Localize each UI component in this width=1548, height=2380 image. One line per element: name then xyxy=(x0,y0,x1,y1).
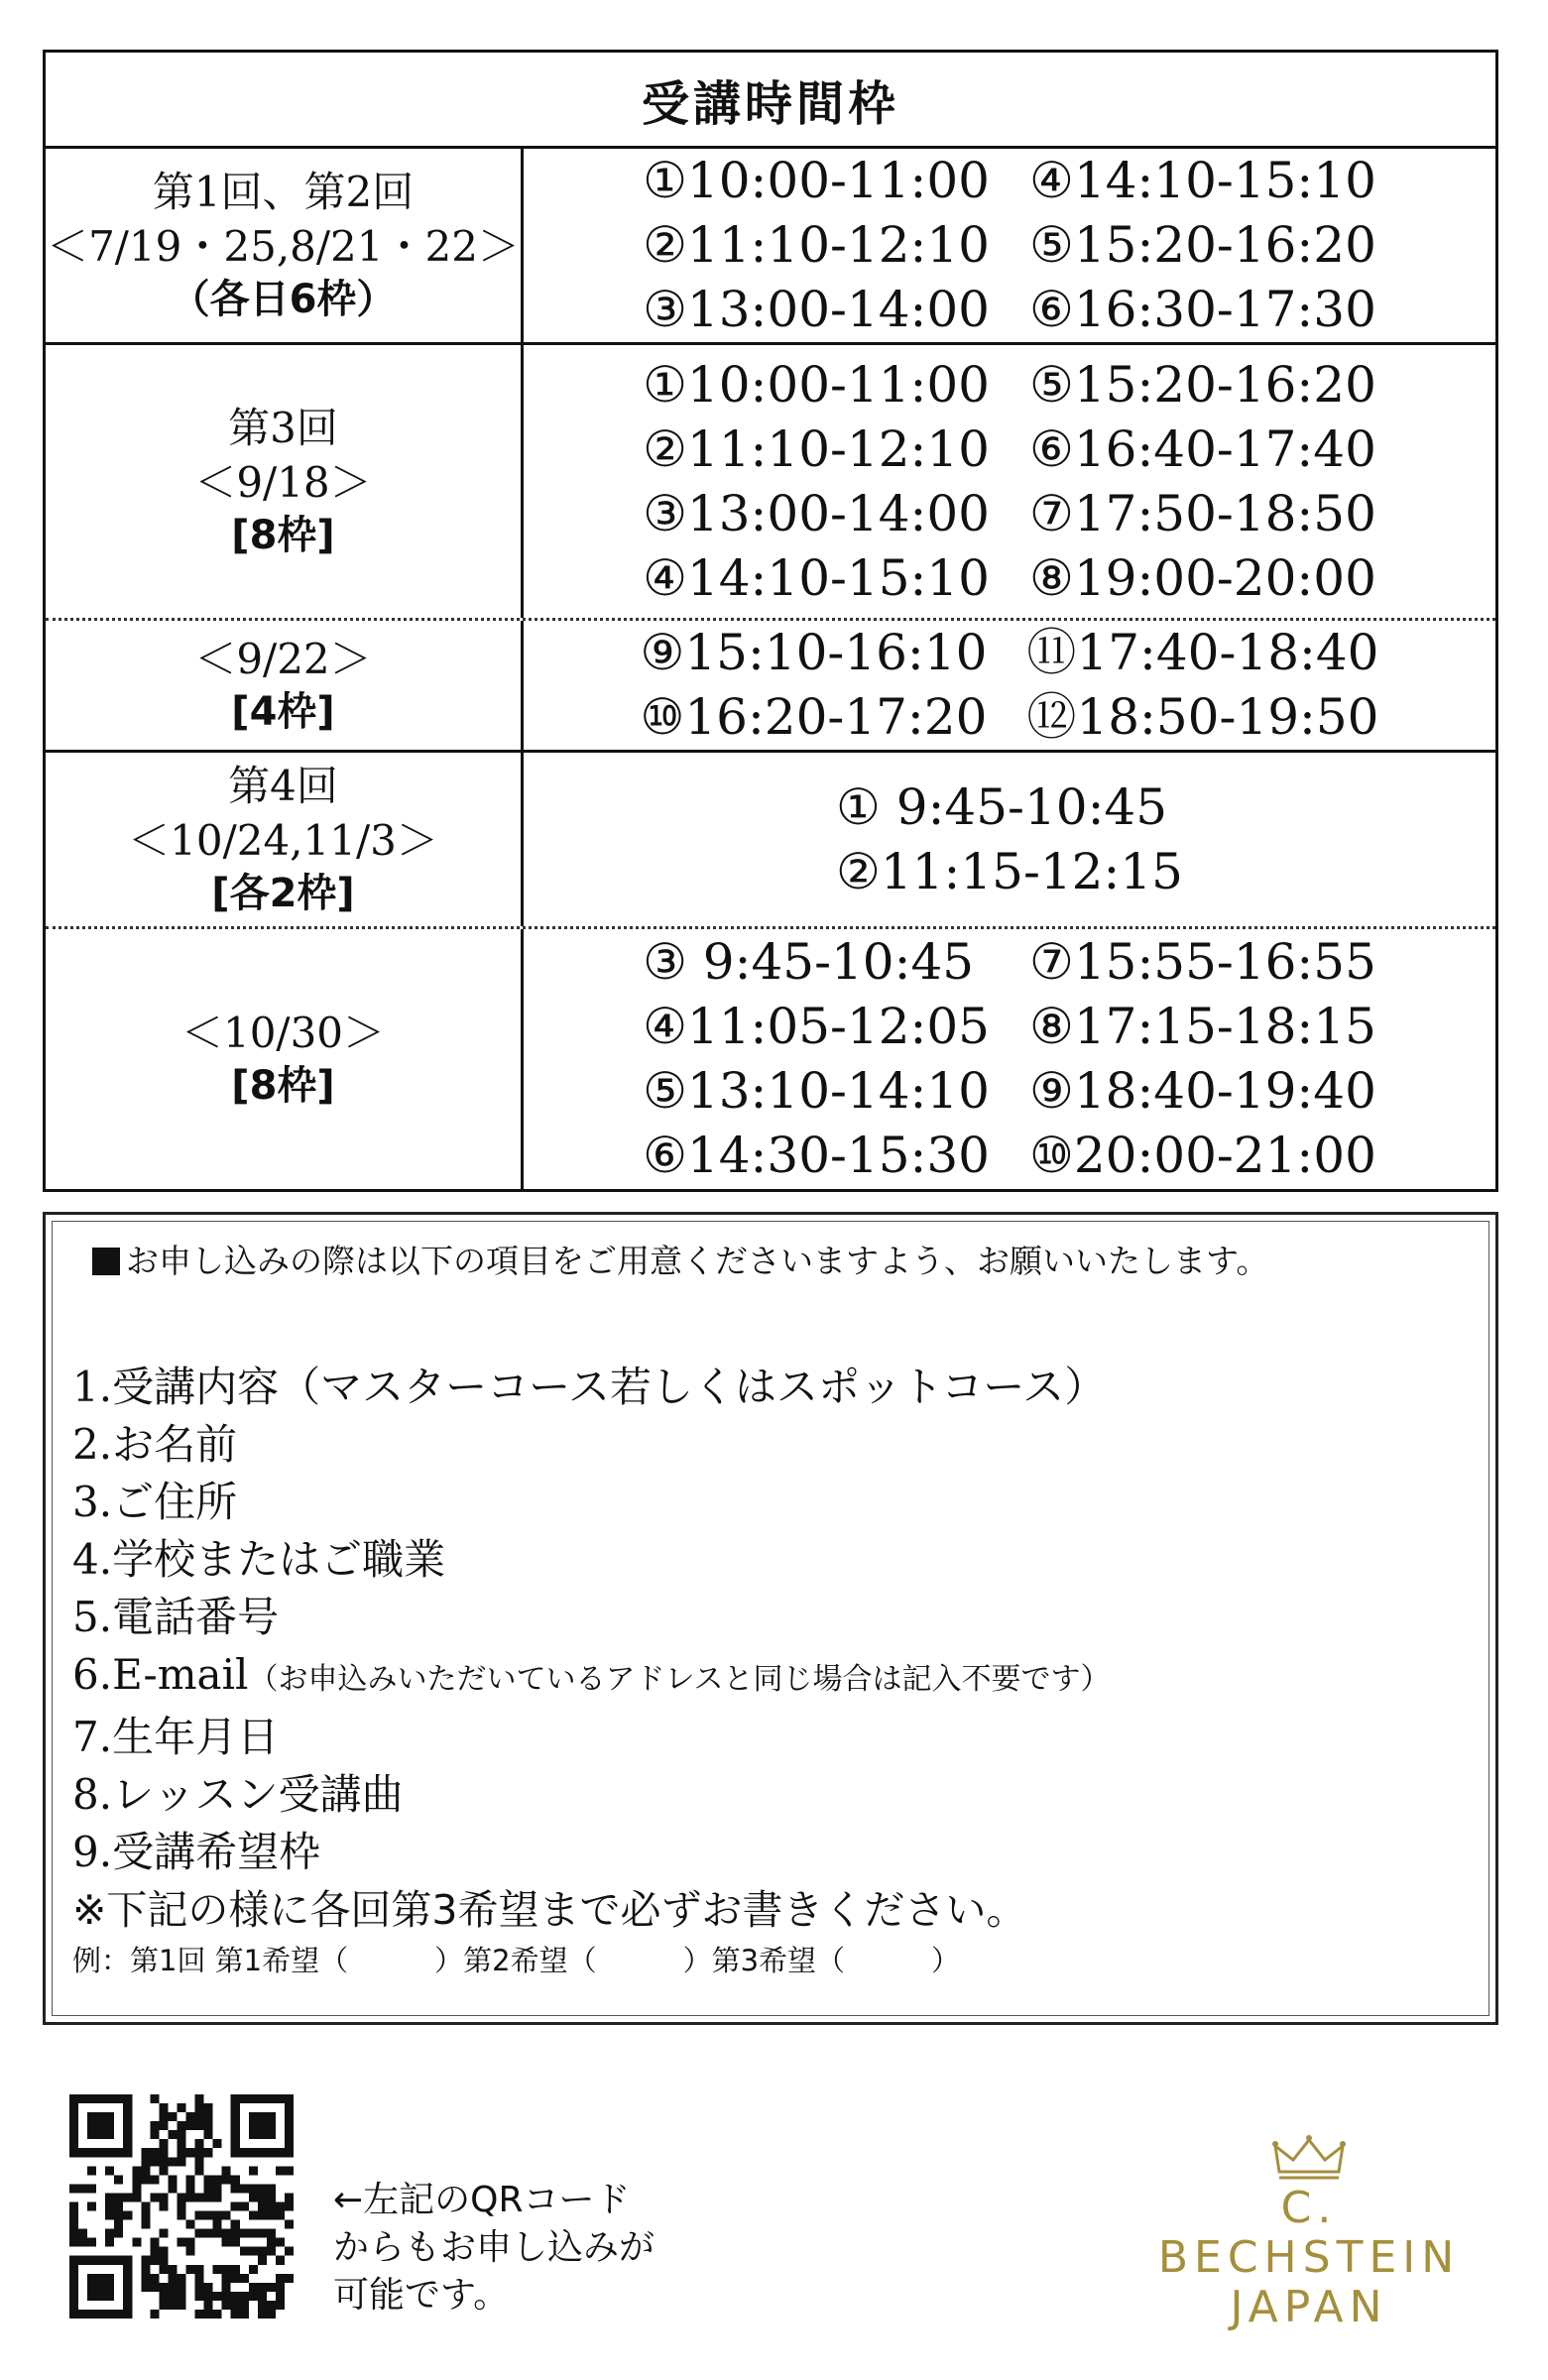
slot-count: （各日6枠） xyxy=(170,277,397,323)
item-text: ご住所 xyxy=(112,1478,238,1526)
black-square-icon xyxy=(92,1248,120,1275)
time-slot: ④14:10-15:10 xyxy=(1029,152,1376,209)
slot-count: [4枠] xyxy=(231,689,335,736)
time-slot: ⑤15:20-16:20 xyxy=(1029,355,1376,414)
time-slot: ⑩16:20-17:20 xyxy=(640,688,988,746)
requirements-notice xyxy=(92,1236,1268,1282)
schedule-table xyxy=(43,50,1498,1192)
time-slot: ③13:00-14:00 xyxy=(643,281,990,338)
item-text: 受講内容（マスターコース若しくはスポットコース） xyxy=(112,1363,1107,1411)
time-slot: ⑥16:30-17:30 xyxy=(1029,281,1376,338)
time-slot: ②11:10-12:10 xyxy=(643,216,990,274)
time-slot: ⑥16:40-17:40 xyxy=(1029,419,1376,478)
time-slot: ②11:15-12:15 xyxy=(836,842,1183,900)
qr-caption-line: ←左記のQRコード xyxy=(333,2180,631,2220)
item-number: 8. xyxy=(72,1770,113,1819)
item-number: 7. xyxy=(72,1713,113,1761)
item-number: 6. xyxy=(72,1650,113,1699)
time-slots xyxy=(524,149,1495,342)
crown-icon xyxy=(1269,2132,1349,2184)
schedule-section-3 xyxy=(46,750,1495,926)
item-number: 2. xyxy=(72,1420,113,1469)
item-number: 5. xyxy=(72,1593,113,1641)
item-number: 3. xyxy=(72,1478,113,1526)
time-slot: ⑫18:50-19:50 xyxy=(1026,688,1379,746)
time-slots xyxy=(524,753,1495,926)
schedule-title: 受講時間枠 xyxy=(46,53,1495,149)
time-slot: ①10:00-11:00 xyxy=(643,152,990,209)
time-slot: ⑩20:00-21:00 xyxy=(1029,1127,1376,1184)
section-label xyxy=(46,621,524,750)
item-number: 4. xyxy=(72,1535,113,1584)
schedule-section-2b xyxy=(46,618,1495,750)
time-slots xyxy=(524,929,1495,1189)
schedule-section-3b xyxy=(46,926,1495,1189)
item-text: お名前 xyxy=(112,1420,238,1469)
qr-caption xyxy=(333,2177,655,2320)
session-dates: ＜10/24,11/3＞ xyxy=(128,815,438,865)
time-slots xyxy=(524,345,1495,618)
inner-frame xyxy=(52,1221,1489,2016)
list-item xyxy=(72,1589,1111,1646)
time-slot: ④14:10-15:10 xyxy=(643,548,990,607)
example-text: 例：第1回 第1希望（ ）第2希望（ ）第3希望（ ） xyxy=(72,1944,961,1977)
time-slot: ⑦17:50-18:50 xyxy=(1029,484,1376,542)
schedule-section-1 xyxy=(46,149,1495,342)
list-item xyxy=(72,1416,1111,1474)
time-slot: ⑧19:00-20:00 xyxy=(1029,548,1376,607)
item-text: 学校またはご職業 xyxy=(112,1535,446,1584)
session-name: 第4回 xyxy=(228,761,338,810)
time-slot: ⑦15:55-16:55 xyxy=(1029,933,1376,991)
list-item xyxy=(72,1531,1111,1589)
time-slots xyxy=(524,621,1495,750)
time-slot: ⑨18:40-19:40 xyxy=(1029,1062,1376,1120)
time-slot: ③ 9:45-10:45 xyxy=(643,933,975,991)
item-number: 9. xyxy=(72,1828,113,1876)
list-item xyxy=(72,1646,1111,1709)
caution-text: ※下記の様に各回第3希望まで必ずお書きください。 xyxy=(72,1886,1027,1934)
time-slot: ⑪17:40-18:40 xyxy=(1026,624,1379,681)
time-slot: ②11:10-12:10 xyxy=(643,419,990,478)
schedule-section-2 xyxy=(46,342,1495,618)
slot-count: [各2枠] xyxy=(211,871,355,917)
time-slot: ①10:00-11:00 xyxy=(643,355,990,414)
logo-brand: C. BECHSTEIN xyxy=(1157,2183,1461,2283)
time-slot: ⑨15:10-16:10 xyxy=(640,624,988,681)
time-slot: ① 9:45-10:45 xyxy=(836,777,1168,836)
time-slot: ⑤13:10-14:10 xyxy=(643,1062,990,1120)
session-dates: ＜9/22＞ xyxy=(194,634,372,683)
list-item xyxy=(72,1474,1111,1531)
session-dates: ＜9/18＞ xyxy=(194,457,372,507)
item-note: （お申込みいただいているアドレスと同じ場合は記入不要です） xyxy=(248,1662,1111,1697)
slot-count: [8枠] xyxy=(231,1063,335,1110)
section-label xyxy=(46,929,524,1189)
item-text: 受講希望枠 xyxy=(112,1828,321,1876)
time-slot: ⑤15:20-16:20 xyxy=(1029,216,1376,274)
section-label xyxy=(46,149,524,342)
item-text: レッスン受講曲 xyxy=(112,1770,404,1819)
slot-count: [8枠] xyxy=(231,513,335,559)
time-slot: ⑧17:15-18:15 xyxy=(1029,998,1376,1055)
qr-caption-line: からもお申し込みが xyxy=(333,2227,655,2268)
list-item xyxy=(72,1766,1111,1824)
qr-caption-line: 可能です。 xyxy=(333,2275,510,2316)
list-item xyxy=(72,1824,1111,1881)
item-text: 電話番号 xyxy=(112,1593,280,1641)
section-label xyxy=(46,345,524,618)
session-dates: ＜10/30＞ xyxy=(180,1008,386,1057)
qr-code[interactable] xyxy=(69,2094,294,2319)
item-number: 1. xyxy=(72,1363,113,1411)
time-slot: ③13:00-14:00 xyxy=(643,484,990,542)
application-requirements-box xyxy=(43,1212,1498,2025)
session-dates: ＜7/19・25,8/21・22＞ xyxy=(47,221,520,271)
logo-region: JAPAN xyxy=(1230,2282,1388,2332)
notice-text: お申し込みの際は以下の項目をご用意くださいますよう、お願いいたします。 xyxy=(126,1242,1269,1280)
requirements-list xyxy=(72,1359,1111,1982)
time-slot: ④11:05-12:05 xyxy=(643,998,990,1055)
list-item xyxy=(72,1709,1111,1766)
session-name: 第1回、第2回 xyxy=(152,167,415,216)
item-text: 生年月日 xyxy=(112,1713,280,1761)
section-label xyxy=(46,753,524,926)
session-name: 第3回 xyxy=(228,403,338,452)
bechstein-logo xyxy=(1121,2132,1497,2332)
item-text: E-mail xyxy=(112,1650,249,1699)
time-slot: ⑥14:30-15:30 xyxy=(643,1127,990,1184)
list-item xyxy=(72,1359,1111,1416)
